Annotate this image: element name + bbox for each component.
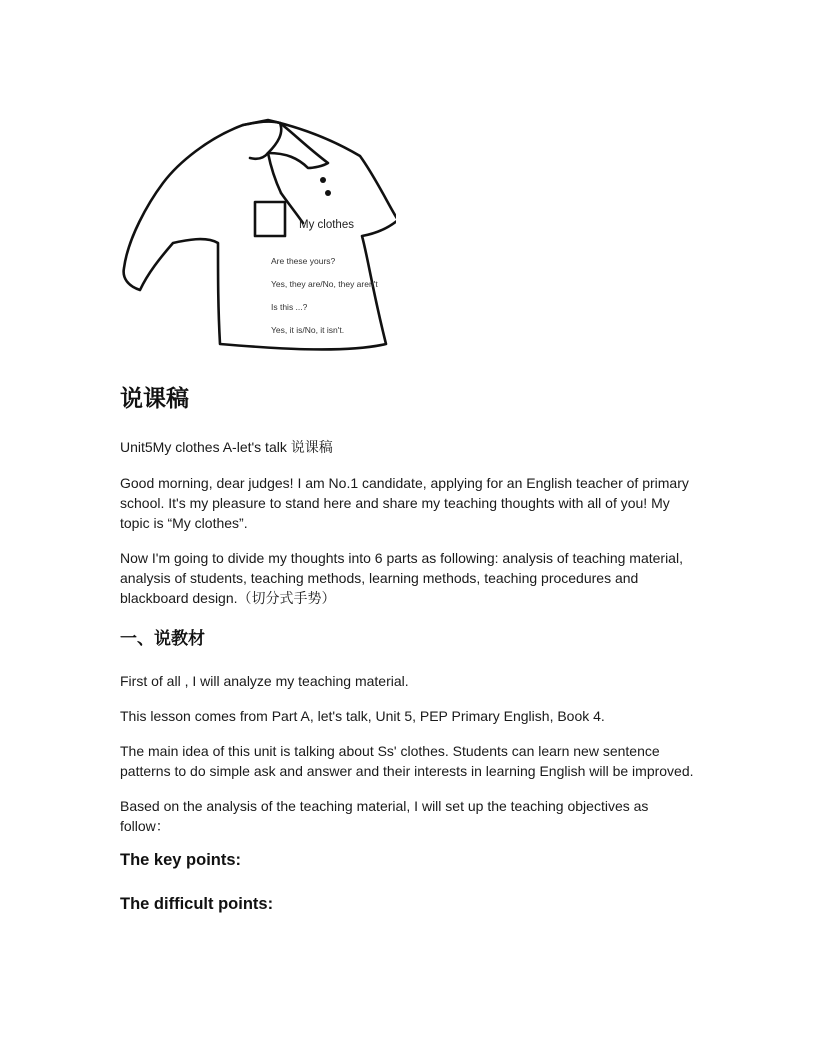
- shirt-drawing: [118, 108, 396, 352]
- material-paragraph-2: This lesson comes from Part A, let's talk, Unit 5, PEP Primary English, Book 4.: [120, 708, 605, 724]
- difficult-points-heading: The difficult points:: [120, 895, 274, 913]
- subtitle-cn: 说课稿: [290, 440, 333, 456]
- material-paragraph-1: First of all , I will analyze my teaching material.: [120, 673, 409, 689]
- shirt-line-2: Yes, they are/No, they aren't: [271, 279, 378, 289]
- outline-paragraph: [120, 548, 700, 609]
- shirt-illustration: [118, 108, 396, 352]
- outline-text: Now I'm going to divide my thoughts into 6 parts as following: analysis of teaching material, analysis of students, teaching methods, learning methods, teaching procedures and blackboard design.: [120, 550, 683, 606]
- section-heading-material: 一、说教材: [120, 629, 205, 649]
- document-subtitle: [120, 437, 700, 458]
- document-heading: 说课稿: [120, 386, 189, 412]
- outline-gesture-note: （切分式手势）: [237, 591, 336, 607]
- shirt-line-1: Are these yours?: [271, 256, 336, 266]
- shirt-title: My clothes: [299, 219, 354, 231]
- key-points-heading: The key points:: [120, 851, 242, 869]
- document-content: [120, 380, 700, 939]
- subtitle-en: Unit5My clothes A-let's talk: [120, 439, 287, 455]
- shirt-line-3: Is this ...?: [271, 302, 308, 312]
- shirt-line-4: Yes, it is/No, it isn't.: [271, 325, 345, 335]
- material-paragraph-3: The main idea of this unit is talking about Ss' clothes. Students can learn new sentence patterns to do simple ask and answer and their interests in learning English will be improved.: [120, 743, 694, 779]
- material-paragraph-4: Based on the analysis of the teaching material, I will set up the teaching objectives as follow：: [120, 798, 649, 834]
- intro-paragraph: Good morning, dear judges! I am No.1 candidate, applying for an English teacher of primary school. It's my pleasure to stand here and share my teaching thoughts with all of you! My topic is “My clothes”.: [120, 475, 689, 531]
